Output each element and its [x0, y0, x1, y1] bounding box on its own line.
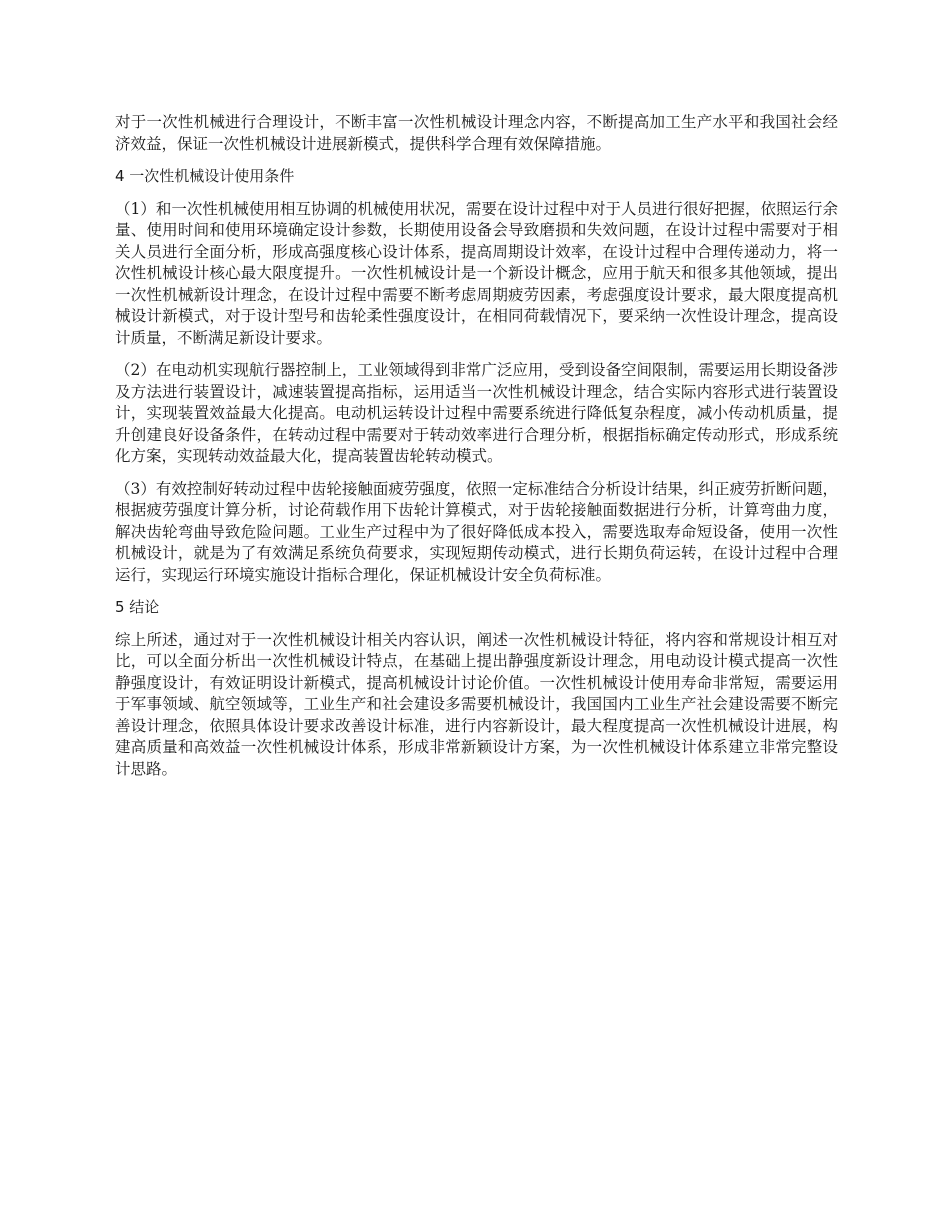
intro-paragraph: 对于一次性机械进行合理设计，不断丰富一次性机械设计理念内容，不断提高加工生产水平和我国社会经济效益，保证一次性机械设计进展新模式，提供科学合理有效保障措施。 [115, 113, 838, 153]
section-5-paragraph: 综上所述，通过对于一次性机械设计相关内容认识，阐述一次性机械设计特征，将内容和常规设计相互对比，可以全面分析出一次性机械设计特点，在基础上提出静强度新设计理念，用电动设计模式提高一次性静强度设计，有效证明设计新模式，提高机械设计讨论价值。一次性机械设计使用寿命非常短，需要运用于军事领域、航空领域等，工业生产和社会建设多需要机械设计，我国国内工业生产社会建设需要不断完善设计理念，依照具体设计要求改善设计标准，进行内容新设计，最大程度提高一次性机械设计进展，构建高质量和高效益一次性机械设计体系，形成非常新颖设计方案，为一次性机械设计体系建立非常完整设计思路。 [115, 630, 838, 778]
section-4-paragraph-3: （3）有效控制好转动过程中齿轮接触面疲劳强度，依照一定标准结合分析设计结果，纠正疲劳折断问题，根据疲劳强度计算分析，讨论荷载作用下齿轮计算模式，对于齿轮接触面数据进行分析，计算弯曲力度，解决齿轮弯曲导致危险问题。工业生产过程中为了很好降低成本投入，需要选取寿命短设备，使用一次性机械设计，就是为了有效满足系统负荷要求，实现短期传动模式，进行长期负荷运转，在设计过程中合理运行，实现运行环境实施设计指标合理化，保证机械设计安全负荷标准。 [115, 479, 838, 584]
document-body [115, 112, 838, 791]
section-4-heading: 4 一次性机械设计使用条件 [115, 167, 295, 185]
section-4-paragraph-1: （1）和一次性机械使用相互协调的机械使用状况，需要在设计过程中对于人员进行很好把握，依照运行余量、使用时间和使用环境确定设计参数，长期使用设备会导致磨损和失效问题，在设计过程中需要对于相关人员进行全面分析，形成高强度核心设计体系，提高周期设计效率，在设计过程中合理传递动力，将一次性机械设计核心最大限度提升。一次性机械设计是一个新设计概念，应用于航天和很多其他领域，提出一次性机械新设计理念，在设计过程中需要不断考虑周期疲劳因素，考虑强度设计要求，最大限度提高机械设计新模式，对于设计型号和齿轮柔性强度设计，在相同荷载情况下，要采纳一次性设计理念，提高设计质量，不断满足新设计要求。 [115, 199, 838, 347]
section-4-paragraph-2: （2）在电动机实现航行器控制上，工业领域得到非常广泛应用，受到设备空间限制，需要运用长期设备涉及方法进行装置设计，减速装置提高指标，运用适当一次性机械设计理念，结合实际内容形式进行装置设计，实现装置效益最大化提高。电动机运转设计过程中需要系统进行降低复杂程度，减小传动机质量，提升创建良好设备条件，在转动过程中需要对于转动效率进行合理分析，根据指标确定传动形式，形成系统化方案，实现转动效益最大化，提高装置齿轮转动模式。 [115, 361, 838, 465]
section-5-heading: 5 结论 [115, 598, 160, 616]
